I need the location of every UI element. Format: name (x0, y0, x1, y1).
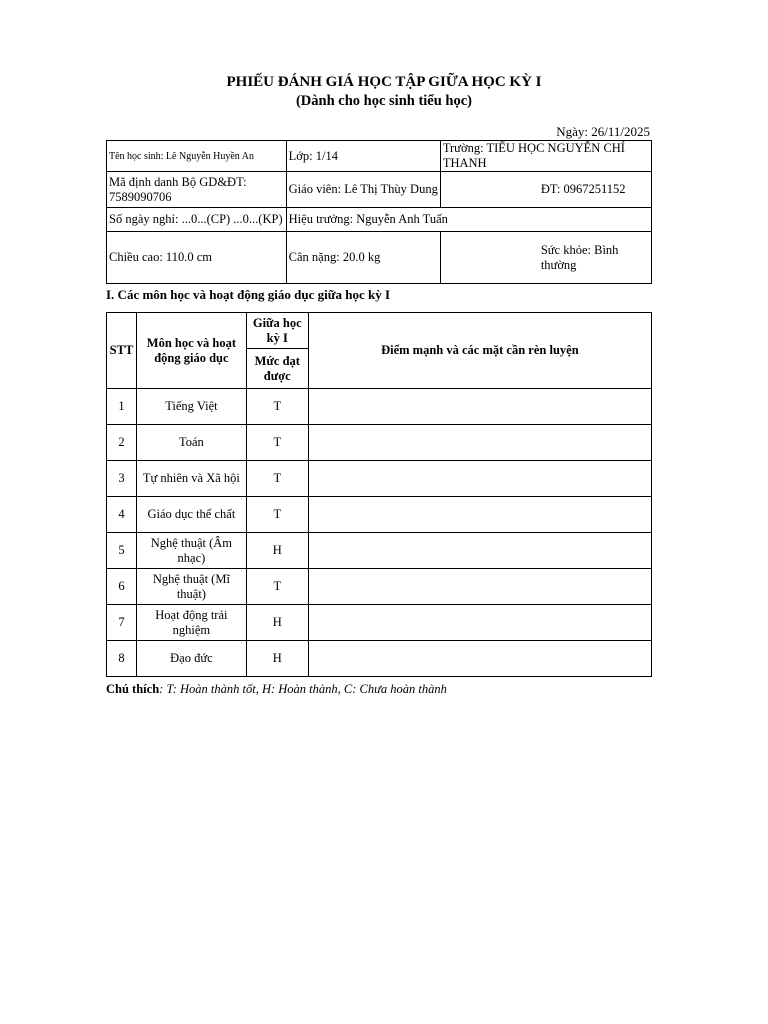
table-row (107, 497, 652, 533)
row-comment (308, 605, 651, 641)
row-level: T (246, 389, 308, 425)
section-title: I. Các môn học và hoạt động giáo dục giữa học kỳ I (106, 287, 391, 302)
row-subject: Giáo dục thể chất (136, 497, 246, 533)
legend-note (106, 682, 447, 697)
info-row (107, 232, 652, 284)
info-row (107, 208, 652, 232)
row-level: T (246, 569, 308, 605)
table-row (107, 533, 652, 569)
row-level: H (246, 533, 308, 569)
row-stt: 1 (107, 389, 137, 425)
student-health (440, 232, 651, 284)
header-comments: Điểm mạnh và các mặt cần rèn luyện (308, 313, 651, 389)
row-subject: Tự nhiên và Xã hội (136, 461, 246, 497)
info-row (107, 172, 652, 208)
document-subtitle: (Dành cho học sinh tiểu học) (295, 93, 473, 109)
student-height: Chiều cao: 110.0 cm (107, 232, 287, 284)
table-row (107, 461, 652, 497)
row-stt: 6 (107, 569, 137, 605)
row-comment (308, 389, 651, 425)
teacher-name: Giáo viên: Lê Thị Thùy Dung (286, 172, 440, 208)
row-stt: 3 (107, 461, 137, 497)
principal-name: Hiệu trưởng: Nguyễn Anh Tuấn (286, 208, 651, 232)
student-id: Mã định danh Bộ GD&ĐT: 7589090706 (107, 172, 287, 208)
header-level: Mức đạt được (246, 349, 308, 389)
table-row (107, 389, 652, 425)
row-comment (308, 569, 651, 605)
header-subject: Môn học và hoạt động giáo dục (136, 313, 246, 389)
row-level: T (246, 497, 308, 533)
phone-text: ĐT: 0967251152 (540, 182, 626, 196)
row-comment (308, 425, 651, 461)
row-subject: Hoạt động trải nghiệm (136, 605, 246, 641)
table-row (107, 425, 652, 461)
teacher-phone (440, 172, 651, 208)
report-date: Ngày: 26/11/2025 (556, 124, 650, 139)
row-comment (308, 641, 651, 677)
row-subject: Nghệ thuật (Mĩ thuật) (136, 569, 246, 605)
row-comment (308, 533, 651, 569)
table-row (107, 569, 652, 605)
row-subject: Toán (136, 425, 246, 461)
row-stt: 7 (107, 605, 137, 641)
row-stt: 5 (107, 533, 137, 569)
note-label: Chú thích (106, 682, 160, 696)
health-text: Sức khỏe: Bình thường (540, 242, 619, 272)
row-subject: Nghệ thuật (Âm nhạc) (136, 533, 246, 569)
table-row (107, 641, 652, 677)
student-info-table (106, 140, 652, 284)
row-stt: 4 (107, 497, 137, 533)
row-level: T (246, 425, 308, 461)
table-row (107, 605, 652, 641)
row-subject: Đạo đức (136, 641, 246, 677)
row-comment (308, 461, 651, 497)
header-stt: STT (107, 313, 137, 389)
header-midterm: Giữa học kỳ I (246, 313, 308, 349)
header-row (107, 313, 652, 349)
info-row (107, 141, 652, 172)
row-subject: Tiếng Việt (136, 389, 246, 425)
school-name: Trường: TIỂU HỌC NGUYỄN CHÍ THANH (440, 141, 651, 172)
grades-table (106, 312, 652, 677)
document-title: PHIẾU ĐÁNH GIÁ HỌC TẬP GIỮA HỌC KỲ I (226, 74, 542, 90)
student-name: Tên học sinh: Lê Nguyễn Huyền An (107, 141, 287, 172)
row-comment (308, 497, 651, 533)
row-stt: 8 (107, 641, 137, 677)
row-level: H (246, 605, 308, 641)
row-stt: 2 (107, 425, 137, 461)
row-level: T (246, 461, 308, 497)
note-text: : T: Hoàn thành tốt, H: Hoàn thành, C: Chưa hoàn thành (159, 682, 447, 696)
absence-days: Số ngày nghỉ: ...0...(CP) ...0...(KP) (107, 208, 287, 232)
class-name: Lớp: 1/14 (286, 141, 440, 172)
row-level: H (246, 641, 308, 677)
student-weight: Cân nặng: 20.0 kg (286, 232, 440, 284)
